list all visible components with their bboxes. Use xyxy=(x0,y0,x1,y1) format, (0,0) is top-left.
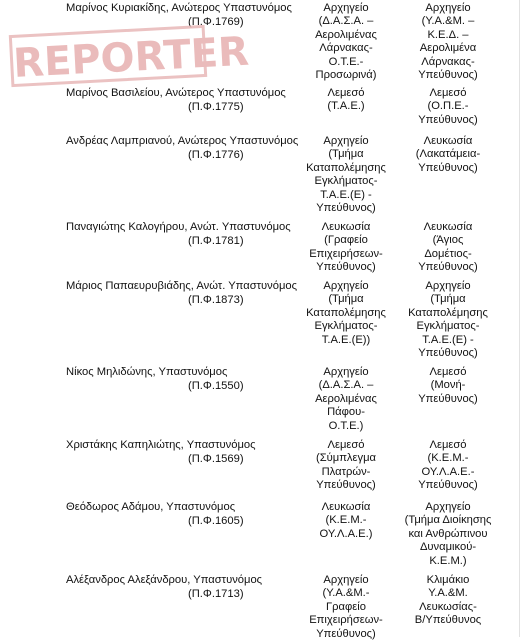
page-edge-divider xyxy=(519,0,520,637)
current-posting: Λεμεσό (Τ.Α.Ε.) xyxy=(327,87,365,113)
new-posting: Αρχηγείο (Τμήμα Διοίκησης και Ανθρώπινου Δυναμικού- Κ.Ε.Μ.) xyxy=(404,501,492,567)
current-posting: Αρχηγείο (Τμήμα Καταπολέμησης Εγκλήματος- Τ.Α.Ε.(Ε)) xyxy=(306,280,386,346)
officer-pf-number: (Π.Φ.1781) xyxy=(188,234,244,247)
officer-name: Μάριος Παπαευρυβιάδης, Ανώτ. Υπαστυνόμος xyxy=(66,280,298,292)
officer-pf-number: (Π.Φ.1873) xyxy=(188,293,244,306)
new-posting: Κλιμάκιο Υ.Α.&Μ. Λευκωσίας- Β/Υπεύθυνος xyxy=(414,574,482,627)
officer-pf-number: (Π.Φ.1569) xyxy=(188,452,244,465)
new-posting: Λεμεσό (Κ.Ε.Μ.- ΟΥ.Λ.Α.Ε.- Υπεύθυνος) xyxy=(418,439,478,492)
officer-name: Νίκος Μηλιδώνης, Υπαστυνόμος xyxy=(66,366,228,378)
officer-name: Μαρίνος Βασιλείου, Ανώτερος Υπαστυνόμος xyxy=(66,87,286,99)
officer-pf-number: (Π.Φ.1775) xyxy=(188,100,244,113)
officer-name: Μαρίνος Κυριακίδης, Ανώτερος Υπαστυνόμος xyxy=(66,2,292,14)
officer-pf-number: (Π.Φ.1550) xyxy=(188,379,244,392)
new-posting: Λεμεσό (Ο.Π.Ε.- Υπεύθυνος) xyxy=(418,87,478,126)
new-posting: Λεμεσό (Μονή- Υπεύθυνος) xyxy=(418,366,478,405)
officer-name: Αλέξανδρος Αλεξάνδρου, Υπαστυνόμος xyxy=(66,574,263,586)
current-posting: Αρχηγείο (Δ.Α.Σ.Α. – Αερολιμένας Λάρνακας- Ο.Τ.Ε.- Προσωρινά) xyxy=(315,2,377,82)
current-posting: Αρχηγείο (Υ.Α.&Μ.- Γραφείο Επιχειρήσεων- Υπεύθυνος) xyxy=(309,574,383,640)
officer-pf-number: (Π.Φ.1713) xyxy=(188,587,244,600)
officer-name: Θεόδωρος Αδάμου, Υπαστυνόμος xyxy=(66,501,236,513)
current-posting: Αρχηγείο (Δ.Α.Σ.Α. – Αερολιμένας Πάφου- Ο.Τ.Ε.) xyxy=(315,366,377,432)
new-posting: Λευκωσία (Άγιος Δομέτιος- Υπεύθυνος) xyxy=(418,221,478,274)
new-posting: Αρχηγείο (Υ.Α.&Μ. – Κ.Ε.Δ. – Αερολιμένα Λάρνακας- Υπεύθυνος) xyxy=(418,2,478,82)
new-posting: Λευκωσία (Λακατάμεια- Υπεύθυνος) xyxy=(415,135,481,174)
current-posting: Λευκωσία (Κ.Ε.Μ.- ΟΥ.Λ.Α.Ε.) xyxy=(319,501,373,540)
officer-pf-number: (Π.Φ.1769) xyxy=(188,15,244,28)
officer-pf-number: (Π.Φ.1605) xyxy=(188,514,244,527)
reporter-watermark-stamp: REPORTER xyxy=(9,25,207,87)
new-posting: Αρχηγείο (Τμήμα Καταπολέμησης Εγκλήματος- Τ.Α.Ε.(Ε) - Υπεύθυνος) xyxy=(408,280,488,360)
officer-pf-number: (Π.Φ.1776) xyxy=(188,148,244,161)
officer-name: Χριστάκης Καπηλιώτης, Υπαστυνόμος xyxy=(66,439,256,451)
current-posting: Λεμεσό (Σύμπλεγμα Πλατρών- Υπεύθυνος) xyxy=(315,439,376,492)
current-posting: Αρχηγείο (Τμήμα Καταπολέμησης Εγκλήματος- Τ.Α.Ε.(Ε) - Υπεύθυνος) xyxy=(306,135,386,215)
current-posting: Λευκωσία (Γραφείο Επιχειρήσεων- Υπεύθυνος) xyxy=(309,221,383,274)
officer-name: Ανδρέας Λαμπριανού, Ανώτερος Υπαστυνόμος xyxy=(66,135,299,147)
officer-name: Παναγιώτης Καλογήρου, Ανώτ. Υπαστυνόμος xyxy=(66,221,291,233)
